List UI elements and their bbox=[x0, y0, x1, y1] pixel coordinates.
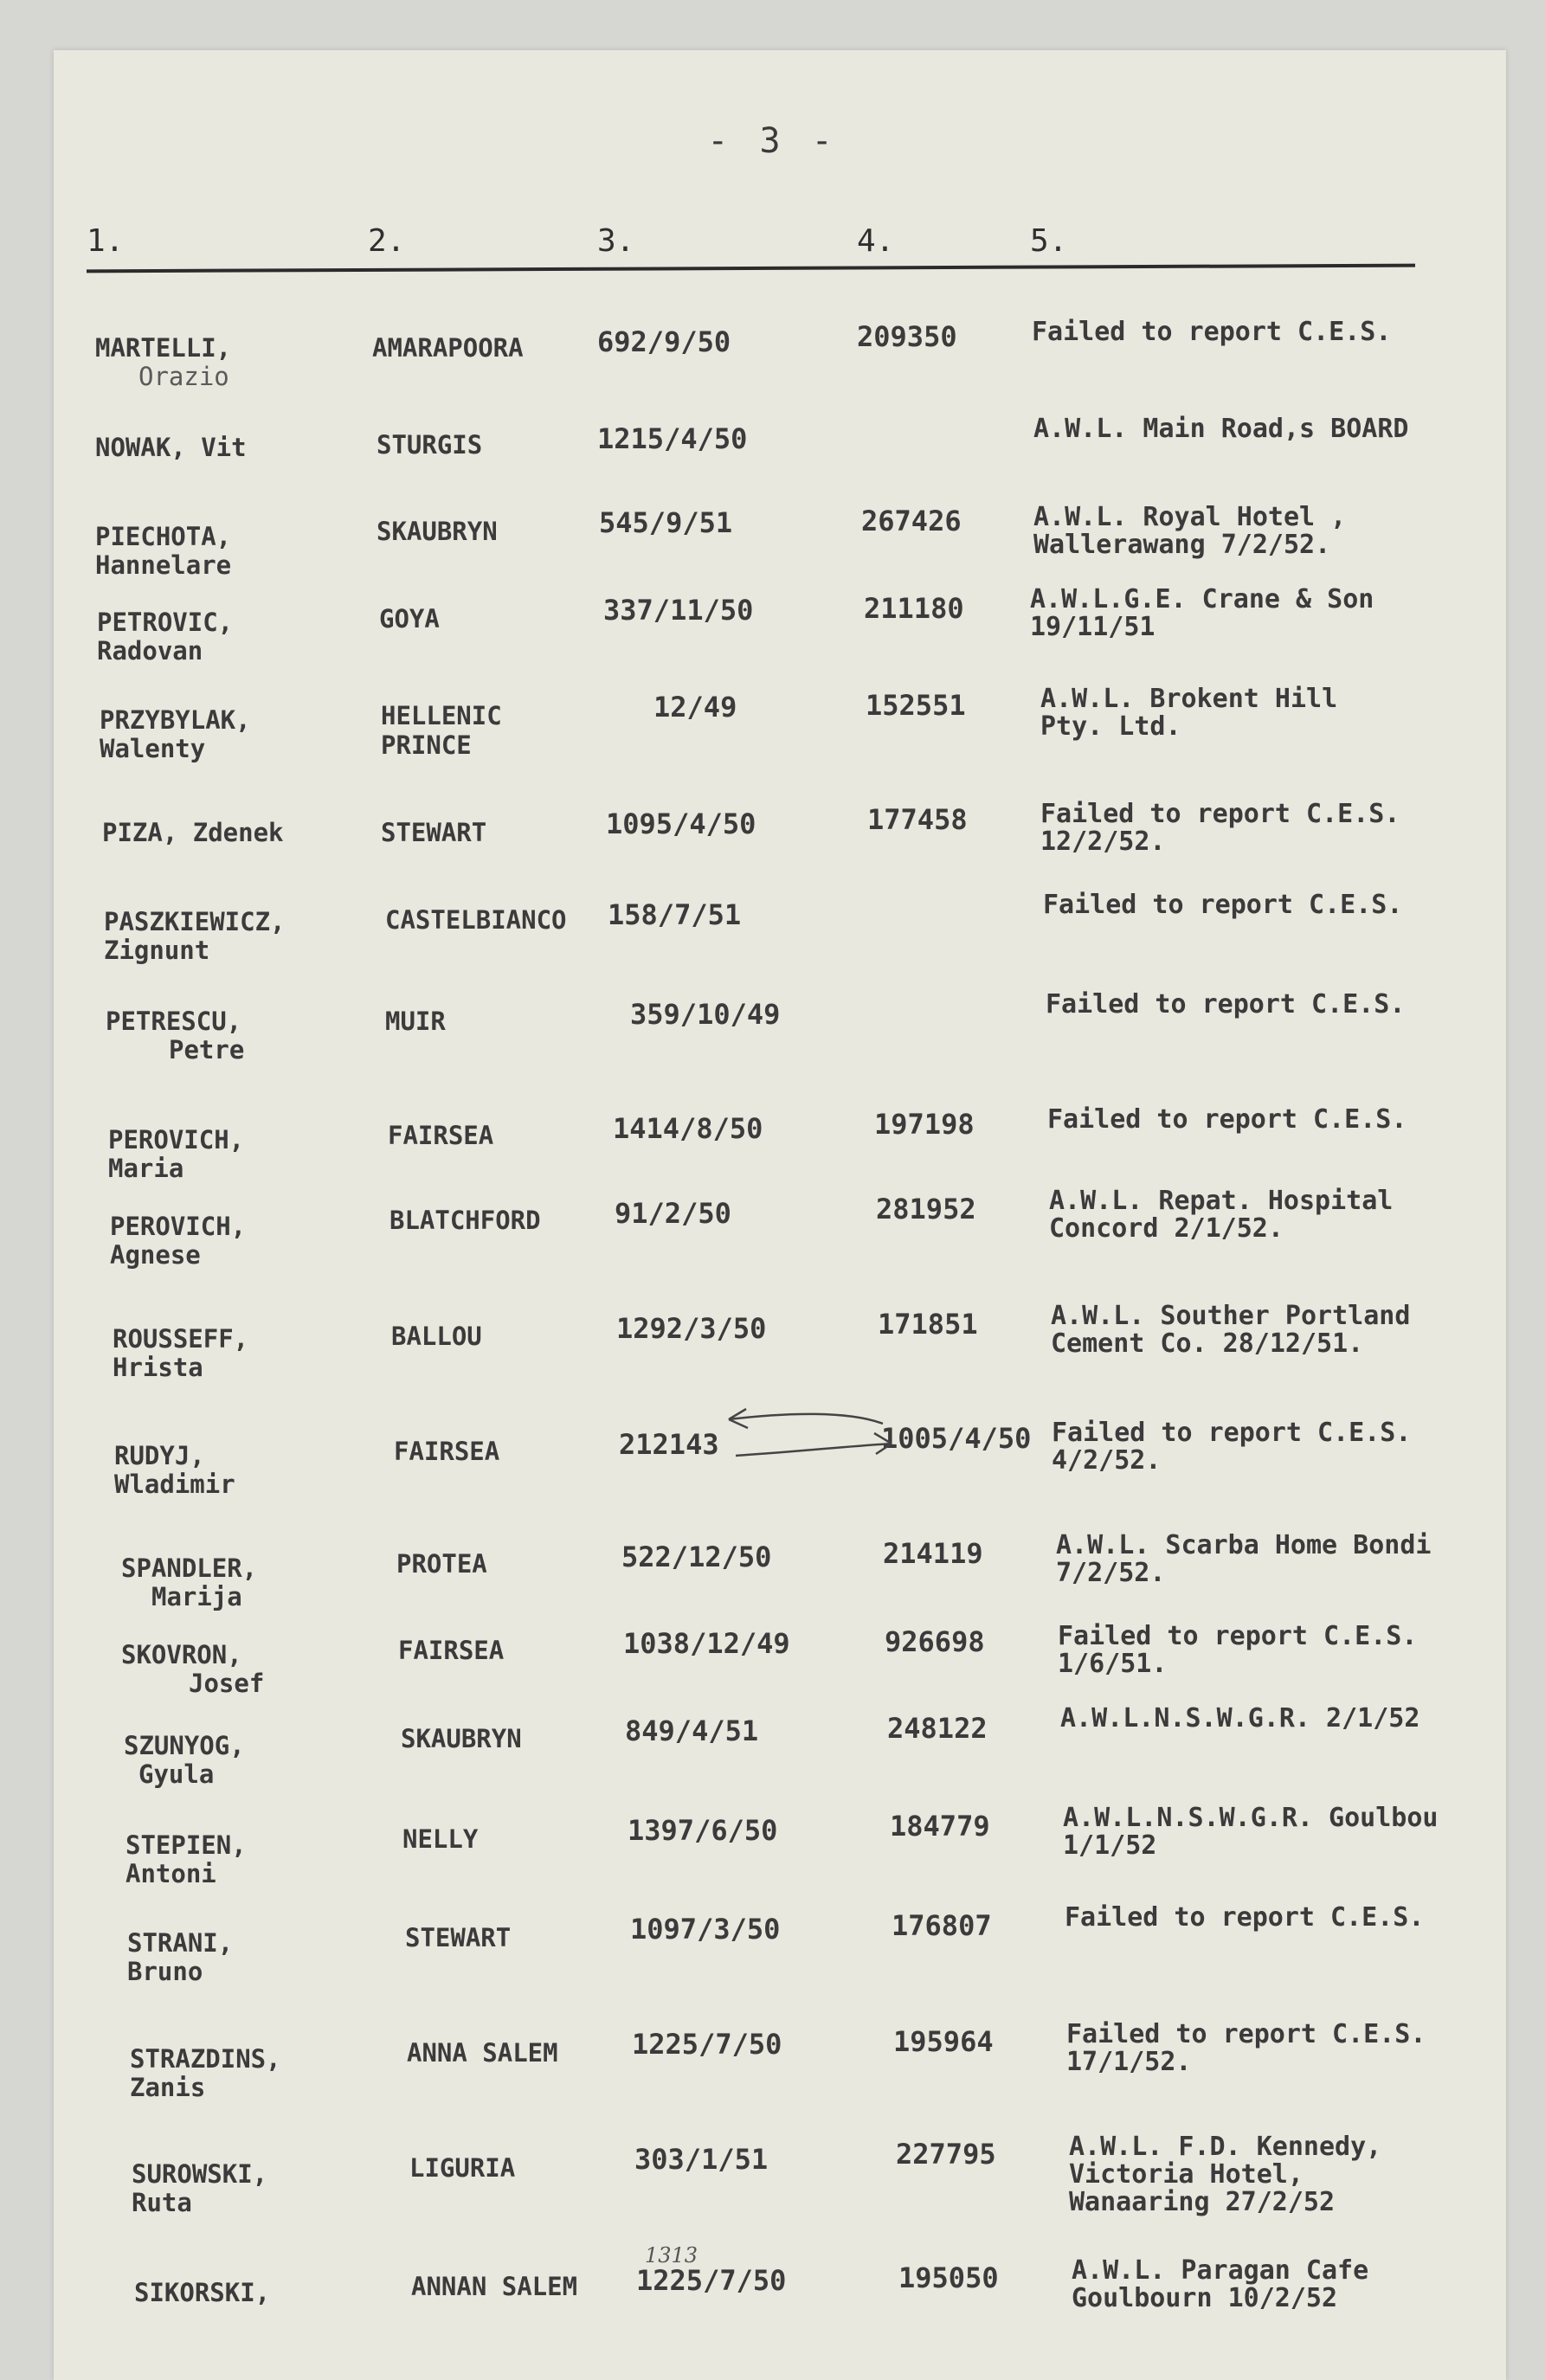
row-surname: PEROVICH, bbox=[110, 1212, 247, 1241]
column-header-1: 1. bbox=[87, 223, 125, 259]
row-given-name: Josef bbox=[189, 1669, 265, 1698]
row-ref: 1225/7/50 bbox=[632, 2028, 782, 2061]
row-remarks: Failed to report C.E.S. bbox=[1046, 989, 1406, 1020]
row-remarks: Failed to report C.E.S. bbox=[1065, 1902, 1425, 1933]
row-surname: PIECHOTA, bbox=[95, 522, 232, 551]
row-given-name: Hannelare bbox=[95, 550, 232, 580]
row-ref: 1215/4/50 bbox=[597, 422, 748, 455]
row-ref: 337/11/50 bbox=[603, 594, 754, 627]
column-header-2: 2. bbox=[368, 223, 406, 259]
row-remarks: A.W.L. F.D. Kennedy, Victoria Hotel, Wanaaring 27/2/52 bbox=[1069, 2132, 1382, 2217]
row-surname: PETRESCU, bbox=[106, 1007, 242, 1036]
row-ship: ANNA SALEM bbox=[407, 2038, 558, 2068]
column-header-5: 5. bbox=[1030, 223, 1068, 259]
row-ref: 359/10/49 bbox=[630, 998, 781, 1031]
row-ship: FAIRSEA bbox=[394, 1437, 500, 1466]
row-given-name: Hrista bbox=[113, 1353, 203, 1382]
row-number: 214119 bbox=[883, 1537, 983, 1570]
row-number: 171851 bbox=[878, 1308, 978, 1341]
row-ship: ANNAN SALEM bbox=[411, 2272, 578, 2301]
row-remarks: Failed to report C.E.S. 12/2/52. bbox=[1040, 799, 1400, 857]
row-ship: LIGURIA bbox=[409, 2153, 516, 2183]
row-given-name: Walenty bbox=[100, 734, 206, 763]
row-ship: MUIR bbox=[385, 1007, 446, 1036]
row-surname: SPANDLER, bbox=[121, 1553, 258, 1583]
row-ref: 91/2/50 bbox=[615, 1197, 731, 1230]
row-remarks: A.W.L.N.S.W.G.R. Goulbou 1/1/52 bbox=[1063, 1803, 1439, 1861]
row-given-name: Maria bbox=[108, 1154, 184, 1183]
row-ship: BALLOU bbox=[391, 1322, 482, 1351]
column-header-4: 4. bbox=[857, 223, 895, 259]
row-surname: STRAZDINS, bbox=[130, 2044, 281, 2074]
row-remarks: A.W.L. Scarba Home Bondi 7/2/52. bbox=[1056, 1530, 1432, 1588]
row-ref: 522/12/50 bbox=[621, 1541, 772, 1573]
row-remarks: Failed to report C.E.S. 17/1/52. bbox=[1066, 2019, 1426, 2077]
row-ship: PROTEA bbox=[396, 1549, 487, 1579]
page-number: - 3 - bbox=[707, 121, 838, 161]
row-ref: 212143 bbox=[619, 1428, 719, 1461]
row-remarks: A.W.L. Royal Hotel , Wallerawang 7/2/52. bbox=[1033, 502, 1347, 560]
row-ref: 1292/3/50 bbox=[616, 1312, 767, 1345]
row-number: 184779 bbox=[890, 1810, 990, 1843]
row-ship: SKAUBRYN bbox=[377, 517, 498, 546]
handwritten-annotation: 1313 bbox=[645, 2243, 698, 2267]
row-given-name: Marija bbox=[151, 1582, 242, 1611]
row-ref: 1095/4/50 bbox=[606, 807, 756, 840]
row-surname: PRZYBYLAK, bbox=[100, 705, 251, 735]
row-number: 211180 bbox=[864, 592, 964, 625]
column-header-3: 3. bbox=[597, 223, 635, 259]
row-given-name: Antoni bbox=[126, 1859, 216, 1888]
row-ref: 1414/8/50 bbox=[613, 1112, 763, 1145]
row-remarks: Failed to report C.E.S. bbox=[1047, 1104, 1407, 1135]
row-ship: FAIRSEA bbox=[398, 1636, 505, 1665]
row-given-name: Wladimir bbox=[114, 1470, 235, 1499]
row-ref: 1225/7/50 bbox=[636, 2264, 787, 2297]
row-ship: NELLY bbox=[402, 1824, 479, 1854]
row-number: 197198 bbox=[874, 1108, 975, 1141]
row-ref: 1097/3/50 bbox=[630, 1913, 781, 1946]
row-number: 176807 bbox=[892, 1909, 992, 1942]
row-surname: ROUSSEFF, bbox=[113, 1324, 249, 1354]
row-surname: SKOVRON, bbox=[121, 1640, 242, 1669]
row-ship: STEWART bbox=[405, 1923, 512, 1952]
row-ref: 545/9/51 bbox=[599, 506, 733, 539]
row-ship: HELLENIC PRINCE bbox=[381, 701, 502, 760]
row-remarks: Failed to report C.E.S. bbox=[1032, 317, 1392, 347]
row-remarks: A.W.L. Repat. Hospital Concord 2/1/52. bbox=[1049, 1186, 1394, 1244]
row-ship: GOYA bbox=[379, 604, 440, 634]
row-ship: BLATCHFORD bbox=[389, 1206, 541, 1235]
row-number: 195050 bbox=[898, 2261, 999, 2294]
row-ref: 692/9/50 bbox=[597, 325, 731, 358]
row-number: 267426 bbox=[861, 505, 962, 537]
row-given-name: Radovan bbox=[97, 636, 203, 666]
row-surname: RUDYJ, bbox=[114, 1441, 205, 1470]
row-surname: MARTELLI, bbox=[95, 333, 232, 363]
row-surname: PETROVIC, bbox=[97, 608, 234, 637]
row-remarks: A.W.L. Brokent Hill Pty. Ltd. bbox=[1040, 684, 1338, 742]
row-number: 209350 bbox=[857, 320, 957, 353]
row-remarks: Failed to report C.E.S. 1/6/51. bbox=[1058, 1621, 1418, 1679]
row-remarks: Failed to report C.E.S. bbox=[1043, 890, 1403, 920]
row-number: 248122 bbox=[887, 1712, 988, 1745]
row-remarks: A.W.L. Main Road,s BOARD bbox=[1033, 414, 1409, 444]
row-number: 227795 bbox=[896, 2138, 996, 2171]
row-ship: FAIRSEA bbox=[388, 1121, 494, 1150]
row-given-name: Orazio bbox=[138, 362, 229, 391]
row-remarks: A.W.L. Souther Portland Cement Co. 28/12/51. bbox=[1051, 1301, 1411, 1359]
row-given-name: Zanis bbox=[130, 2073, 206, 2102]
row-ship: STEWART bbox=[381, 818, 487, 847]
row-surname: PIZA, Zdenek bbox=[102, 818, 284, 847]
row-ref: 158/7/51 bbox=[608, 898, 742, 931]
row-number: 177458 bbox=[867, 803, 968, 836]
row-number: 152551 bbox=[866, 689, 966, 722]
row-ref: 1038/12/49 bbox=[623, 1627, 790, 1660]
row-number: 195964 bbox=[893, 2025, 994, 2058]
row-given-name: Gyula bbox=[138, 1759, 215, 1789]
row-given-name: Bruno bbox=[127, 1957, 203, 1986]
row-surname: SUROWSKI, bbox=[132, 2159, 268, 2189]
row-ref: 1397/6/50 bbox=[628, 1814, 778, 1847]
row-given-name: Agnese bbox=[110, 1240, 201, 1270]
row-surname: SIKORSKI, bbox=[134, 2278, 271, 2307]
row-surname: STEPIEN, bbox=[126, 1830, 247, 1860]
row-remarks: Failed to report C.E.S. 4/2/52. bbox=[1052, 1418, 1412, 1476]
row-given-name: Petre bbox=[169, 1035, 245, 1065]
row-surname: NOWAK, Vit bbox=[95, 433, 247, 462]
row-surname: STRANI, bbox=[127, 1928, 234, 1958]
row-ref: 303/1/51 bbox=[634, 2143, 769, 2176]
row-ship: CASTELBIANCO bbox=[385, 905, 567, 935]
row-remarks: A.W.L. Paragan Cafe Goulbourn 10/2/52 bbox=[1072, 2255, 1369, 2313]
row-ref: 849/4/51 bbox=[625, 1714, 759, 1747]
row-remarks: A.W.L.G.E. Crane & Son 19/11/51 bbox=[1030, 584, 1374, 642]
row-given-name: Ruta bbox=[132, 2188, 192, 2217]
row-number: 926698 bbox=[885, 1625, 985, 1658]
row-surname: SZUNYOG, bbox=[124, 1731, 245, 1760]
row-number: 281952 bbox=[876, 1193, 976, 1225]
row-given-name: Zignunt bbox=[104, 936, 210, 965]
row-number: 1005/4/50 bbox=[881, 1422, 1032, 1455]
row-remarks: A.W.L.N.S.W.G.R. 2/1/52 bbox=[1060, 1703, 1420, 1734]
row-surname: PEROVICH, bbox=[108, 1125, 245, 1155]
swap-arrows-icon bbox=[718, 1402, 900, 1480]
row-ship: STURGIS bbox=[377, 430, 483, 460]
row-ship: SKAUBRYN bbox=[401, 1724, 522, 1753]
row-surname: PASZKIEWICZ, bbox=[104, 907, 286, 936]
row-ship: AMARAPOORA bbox=[372, 333, 524, 363]
row-ref: 12/49 bbox=[653, 691, 737, 724]
